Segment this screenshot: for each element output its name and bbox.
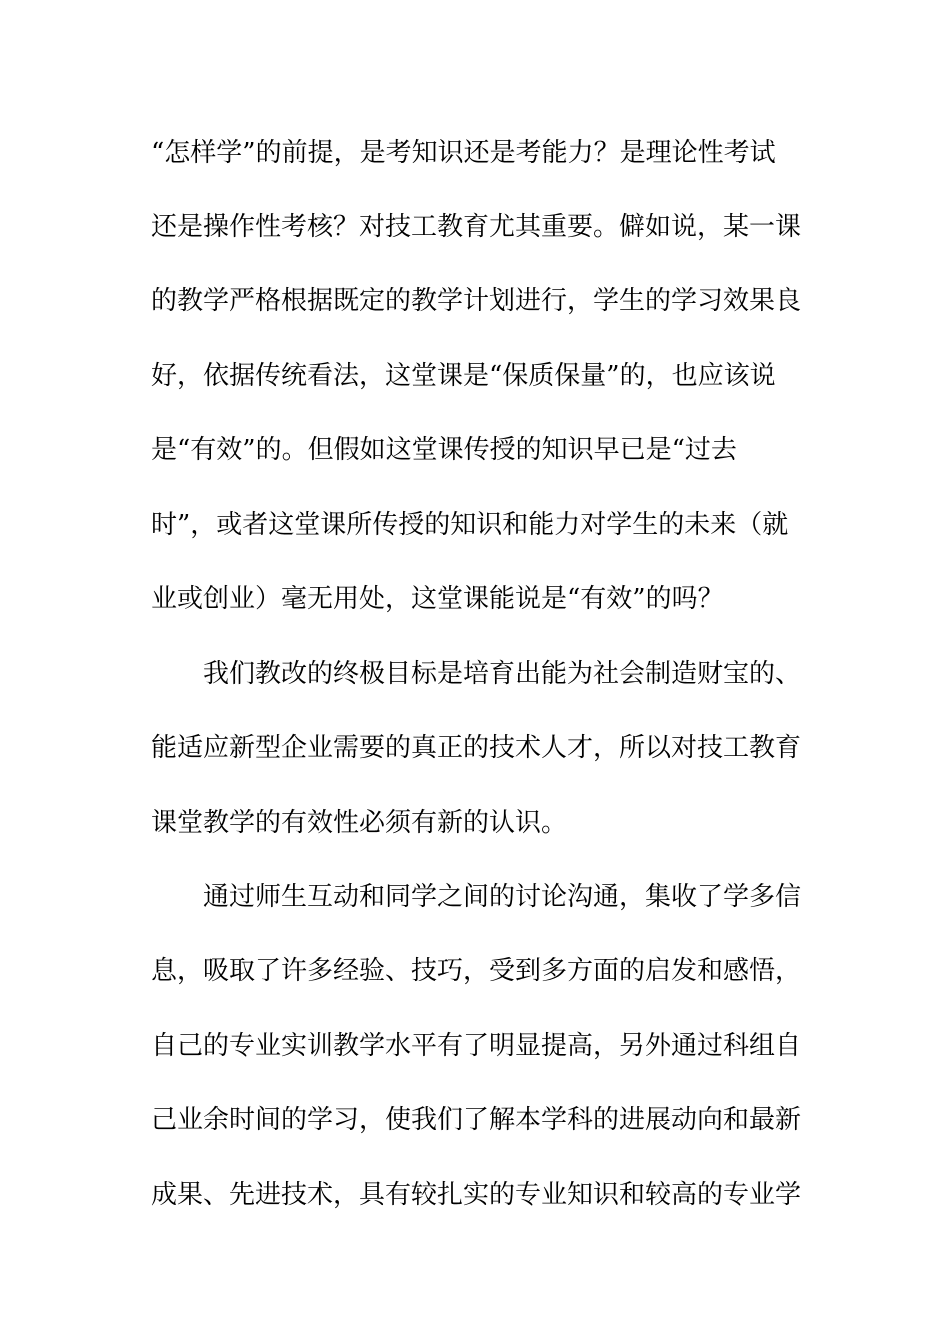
text-line: 成果、先进技术，具有较扎实的专业知识和较高的专业学	[151, 1180, 802, 1210]
text-line: 息，吸取了许多经验、技巧，受到多方面的启发和感悟，	[151, 956, 802, 986]
text-line: 自己的专业实训教学水平有了明显提高，另外通过科组自	[151, 1031, 802, 1061]
text-line: 时”，或者这堂课所传授的知识和能力对学生的未来（就	[151, 510, 789, 540]
text-line: 是“有效”的。但假如这堂课传授的知识早已是“过去	[151, 435, 737, 465]
text-line: 课堂教学的有效性必须有新的认识。	[151, 808, 568, 838]
text-line: 能适应新型企业需要的真正的技术人才，所以对技工教育	[151, 733, 802, 763]
paragraph-first-line: 通过师生互动和同学之间的讨论沟通，集收了学多信	[203, 882, 802, 912]
text-line: 己业余时间的学习，使我们了解本学科的进展动向和最新	[151, 1105, 802, 1135]
text-line: 还是操作性考核？对技工教育尤其重要。僻如说，某一课	[151, 212, 802, 242]
paragraph-first-line: 我们教改的终极目标是培育出能为社会制造财宝的、	[203, 659, 802, 689]
text-line: 业或创业）毫无用处，这堂课能说是“有效”的吗？	[151, 584, 724, 614]
text-line: “怎样学”的前提，是考知识还是考能力？是理论性考试	[151, 138, 776, 168]
text-line: 的教学严格根据既定的教学计划进行，学生的学习效果良	[151, 286, 802, 316]
text-line: 好，依据传统看法，这堂课是“保质保量”的，也应该说	[151, 361, 776, 391]
